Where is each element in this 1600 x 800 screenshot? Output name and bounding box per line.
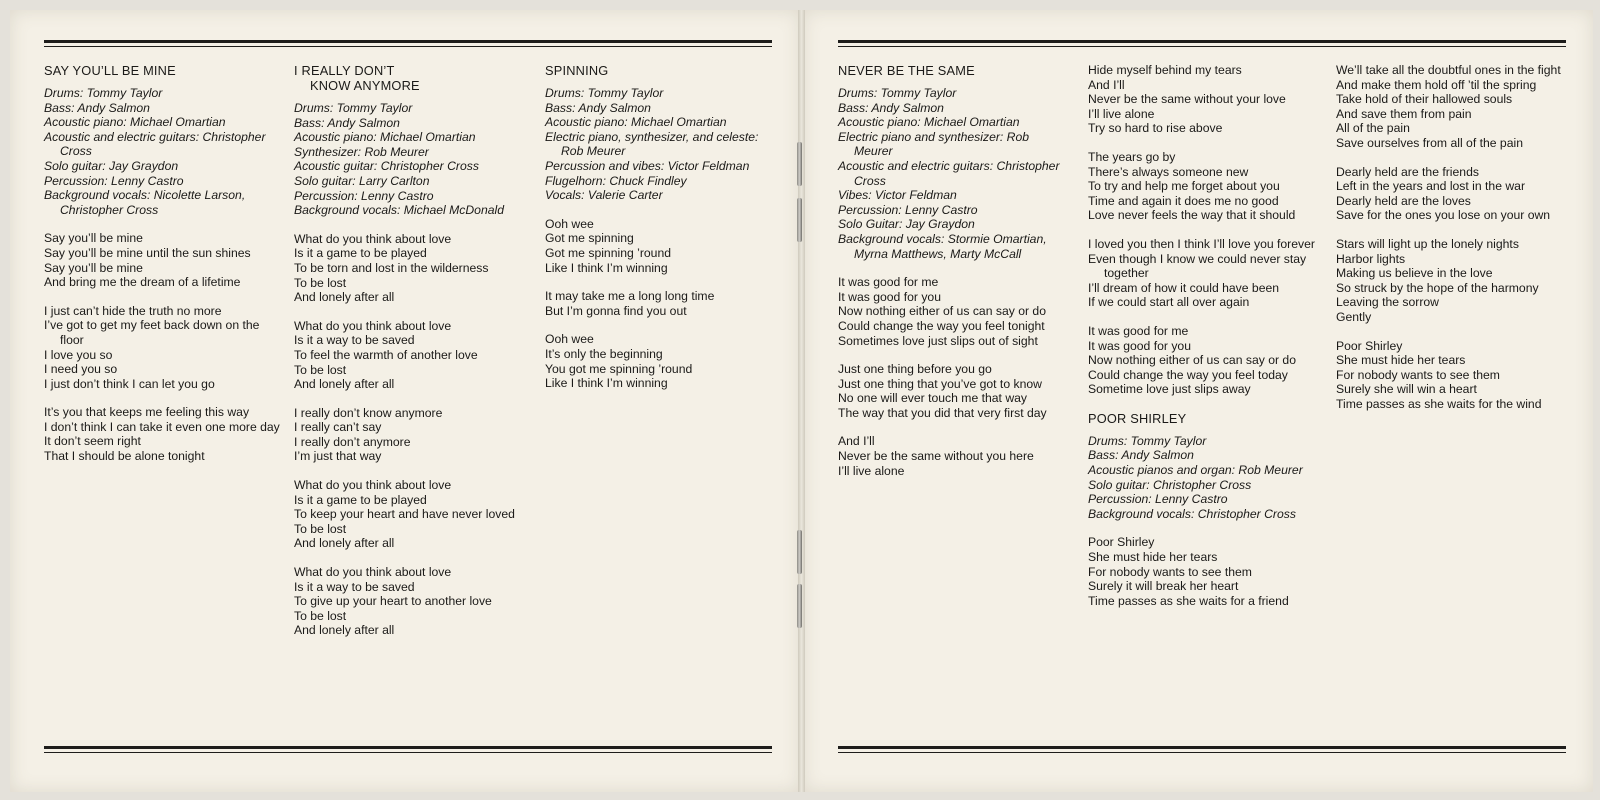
lyric-line: I just don’t think I can let you go <box>44 376 215 391</box>
lyric-line: It was good for me <box>1088 323 1189 338</box>
lyric-line: Surely she will win a heart <box>1336 382 1477 397</box>
credit-line: Bass: Andy Salmon <box>294 115 400 130</box>
lyric-line: Hide myself behind my tears <box>1088 63 1242 77</box>
credit-line: Background vocals: Christopher Cross <box>1088 506 1296 521</box>
lyric-line: Take hold of their hallowed souls <box>1336 92 1513 107</box>
lyric-line: Is it a game to be played <box>294 246 427 261</box>
lyric-line: I loved you then I think I’ll love you forever <box>1088 236 1315 251</box>
song-title: I REALLY DON’T KNOW ANYMORE <box>294 63 420 93</box>
lyric-line: She must hide her tears <box>1088 550 1218 565</box>
stanza <box>44 231 280 289</box>
lyric-line: I’m just that way <box>294 449 382 464</box>
stanza <box>838 434 1070 478</box>
lyric-line: Surely it will break her heart <box>1088 579 1239 594</box>
lyric-line: To be torn and lost in the wilderness <box>294 260 489 275</box>
lyric-line: Making us believe in the love <box>1336 266 1493 281</box>
stanza <box>838 275 1070 348</box>
credit-line: Vocals: Valerie Carter <box>545 188 663 203</box>
credit-line: Vibes: Victor Feldman <box>838 188 957 203</box>
lyric-line: It don’t seem right <box>44 434 141 449</box>
lyric-line: Never be the same without your love <box>1088 92 1286 107</box>
lyric-line: The way that you did that very first day <box>838 405 1047 420</box>
lyric-line: What do you think about love <box>294 318 452 333</box>
lyrics <box>545 217 780 391</box>
stanza <box>545 289 780 318</box>
lyric-line: What do you think about love <box>294 478 452 493</box>
stanza <box>294 406 534 464</box>
credit-line: Synthesizer: Rob Meurer <box>294 144 429 159</box>
lyric-line: Save ourselves from all of the pain <box>1336 135 1523 150</box>
lyric-line: And save them from pain <box>1336 106 1472 121</box>
lyric-line: Time passes as she waits for the wind <box>1336 396 1542 411</box>
lyric-line: Now nothing either of us can say or do <box>1088 353 1296 368</box>
stanza <box>294 565 534 638</box>
credits <box>838 86 1070 261</box>
lyric-line: Like I think I’m winning <box>545 376 668 391</box>
lyric-line: To feel the warmth of another love <box>294 347 478 362</box>
credit-line: Acoustic and electric guitars: Christopher Cross <box>44 129 266 159</box>
lyric-line: It’s you that keeps me feeling this way <box>44 405 250 420</box>
lyric-line: To be lost <box>294 521 347 536</box>
credit-line: Drums: Tommy Taylor <box>44 86 163 100</box>
lyric-line: Sometimes love just slips out of sight <box>838 333 1038 348</box>
song-say-youll-be-mine <box>44 63 280 478</box>
credit-line: Drums: Tommy Taylor <box>838 86 957 100</box>
lyric-line: Ooh wee <box>545 332 594 347</box>
credit-line: Bass: Andy Salmon <box>838 100 944 115</box>
lyric-line: Like I think I’m winning <box>545 260 668 275</box>
lyrics-continued <box>1336 63 1564 411</box>
stanza <box>44 405 280 463</box>
lyric-line: Poor Shirley <box>1336 338 1403 353</box>
lyric-line: Dearly held are the friends <box>1336 164 1479 179</box>
lyric-line: I really don’t anymore <box>294 434 411 449</box>
lyric-line: To try and help me forget about you <box>1088 179 1280 194</box>
credit-line: Percussion: Lenny Castro <box>838 202 978 217</box>
lyric-line: I love you so <box>44 347 113 362</box>
stanza <box>1088 150 1320 223</box>
stanza <box>1088 237 1320 310</box>
lyric-line: No one will ever touch me that way <box>838 391 1027 406</box>
lyric-line: Got me spinning ’round <box>545 245 672 260</box>
stanza <box>1336 237 1564 325</box>
stanza <box>545 217 780 275</box>
lyric-line: To be lost <box>294 608 347 623</box>
lyric-line: Could change the way you feel today <box>1088 367 1288 382</box>
lyric-line: Now nothing either of us can say or do <box>838 304 1046 319</box>
lyric-line: Save for the ones you lose on your own <box>1336 208 1551 223</box>
lyric-line: For nobody wants to see them <box>1336 367 1500 382</box>
lyrics-column-2 <box>1088 63 1320 622</box>
lyric-line: Love never feels the way that it should <box>1088 208 1296 223</box>
credit-line: Percussion: Lenny Castro <box>294 188 434 203</box>
lyric-line: Is it a way to be saved <box>294 579 415 594</box>
stanza <box>838 362 1070 420</box>
lyric-line: Is it a game to be played <box>294 492 427 507</box>
credit-line: Solo guitar: Larry Carlton <box>294 173 430 188</box>
lyric-line: Ooh wee <box>545 216 594 231</box>
song-i-really-dont-know-anymore <box>294 63 534 652</box>
lyric-line: Say you’ll be mine <box>44 231 143 246</box>
lyric-line: Even though I know we could never stay together <box>1088 251 1307 281</box>
lyric-line: And lonely after all <box>294 377 395 392</box>
lyric-line: To give up your heart to another love <box>294 594 492 609</box>
credit-line: Acoustic guitar: Christopher Cross <box>294 159 479 174</box>
song-title: NEVER BE THE SAME <box>838 63 975 78</box>
lyric-line: To be lost <box>294 362 347 377</box>
stanza <box>294 478 534 551</box>
lyric-line: I’ll dream of how it could have been <box>1088 280 1280 295</box>
lyric-line: Try so hard to rise above <box>1088 121 1223 136</box>
song-never-be-the-same <box>838 63 1070 492</box>
lyric-line: What do you think about love <box>294 565 452 580</box>
lyric-line: And lonely after all <box>294 290 395 305</box>
lyric-line: And bring me the dream of a lifetime <box>44 275 241 290</box>
lyric-line: Time passes as she waits for a friend <box>1088 593 1289 608</box>
lyric-line: Stars will light up the lonely nights <box>1336 236 1519 251</box>
lyric-line: But I’m gonna find you out <box>545 303 687 318</box>
credits <box>545 86 780 203</box>
stanza <box>1088 535 1320 608</box>
credit-line: Drums: Tommy Taylor <box>545 86 664 100</box>
lyric-line: And lonely after all <box>294 536 395 551</box>
song-title: POOR SHIRLEY <box>1088 410 1187 426</box>
credit-line: Acoustic piano: Michael Omartian <box>294 130 476 145</box>
credit-line: Background vocals: Stormie Omartian, Myrna Matthews, Marty McCall <box>838 231 1047 261</box>
lyric-line: Say you’ll be mine until the sun shines <box>44 245 251 260</box>
lyric-line: Got me spinning <box>545 231 634 246</box>
lyric-line: Dearly held are the loves <box>1336 193 1471 208</box>
staple-upper <box>797 198 802 242</box>
lyric-line: Harbor lights <box>1336 251 1406 266</box>
lyric-line: It was good for me <box>838 275 939 290</box>
lyric-line: It’s only the beginning <box>545 346 663 361</box>
song-title: SAY YOU’LL BE MINE <box>44 63 176 78</box>
lyric-line: Is it a way to be saved <box>294 333 415 348</box>
stanza <box>294 319 534 392</box>
credits <box>44 86 280 217</box>
lyric-line: And I’ll <box>1088 77 1125 92</box>
credits <box>1088 434 1320 522</box>
credit-line: Drums: Tommy Taylor <box>294 101 413 115</box>
credit-line: Acoustic and electric guitars: Christopher Cross <box>838 158 1060 188</box>
lyric-line: Poor Shirley <box>1088 535 1155 550</box>
right-top-rule <box>838 40 1566 47</box>
stanza <box>44 304 280 392</box>
lyric-line: I really don’t know anymore <box>294 405 443 420</box>
credit-line: Acoustic piano: Michael Omartian <box>44 115 226 130</box>
lyric-line: What do you think about love <box>294 231 452 246</box>
credit-line: Drums: Tommy Taylor <box>1088 433 1207 448</box>
lyric-line: And I’ll <box>838 434 875 449</box>
credit-line: Bass: Andy Salmon <box>1088 448 1194 463</box>
lyric-line: I just can’t hide the truth no more <box>44 303 222 318</box>
stanza <box>1336 165 1564 223</box>
lyric-line: It may take me a long long time <box>545 289 715 304</box>
credit-line: Acoustic pianos and organ: Rob Meurer <box>1088 463 1303 478</box>
lyric-line: I’ve got to get my feet back down on the floor <box>44 318 260 347</box>
lyric-line: To keep your heart and have never loved <box>294 507 515 522</box>
left-top-rule <box>44 40 772 47</box>
credit-line: Solo guitar: Christopher Cross <box>1088 477 1252 492</box>
lyric-line: So struck by the hope of the harmony <box>1336 280 1539 295</box>
staple-lower <box>797 530 802 574</box>
booklet-spine <box>798 10 805 792</box>
lyric-line: The years go by <box>1088 149 1176 164</box>
stanza <box>545 332 780 390</box>
stanza <box>1088 63 1320 136</box>
credits <box>294 101 534 218</box>
credit-line: Flugelhorn: Chuck Findley <box>545 173 687 188</box>
lyric-line: Could change the way you feel tonight <box>838 318 1045 333</box>
lyric-line: All of the pain <box>1336 121 1410 136</box>
credit-line: Percussion: Lenny Castro <box>1088 492 1228 507</box>
lyric-line: And lonely after all <box>294 623 395 638</box>
credit-line: Acoustic piano: Michael Omartian <box>545 115 727 130</box>
credit-line: Electric piano and synthesizer: Rob Meurer <box>838 129 1030 159</box>
lyric-line: It was good for you <box>838 289 941 304</box>
lyric-line: Time and again it does me no good <box>1088 193 1279 208</box>
credit-line: Solo Guitar: Jay Graydon <box>838 217 975 232</box>
stanza <box>1088 324 1320 397</box>
lyrics <box>1088 535 1320 608</box>
lyrics-column-3 <box>1336 63 1564 425</box>
staple-bottom <box>797 584 802 628</box>
lyric-line: Left in the years and lost in the war <box>1336 179 1526 194</box>
lyric-line: Just one thing before you go <box>838 362 992 377</box>
stanza <box>294 232 534 305</box>
right-bottom-rule <box>838 746 1566 753</box>
credit-line: Percussion: Lenny Castro <box>44 173 184 188</box>
lyric-line: Gently <box>1336 309 1372 324</box>
lyric-line: I need you so <box>44 362 118 377</box>
lyric-line: And make them hold off ’til the spring <box>1336 77 1537 92</box>
stanza <box>1336 339 1564 412</box>
lyric-line: We’ll take all the doubtful ones in the fight <box>1336 63 1561 77</box>
lyric-line: Say you’ll be mine <box>44 260 143 275</box>
lyric-line: Sometime love just slips away <box>1088 382 1251 397</box>
lyrics <box>44 231 280 463</box>
credit-line: Background vocals: Nicolette Larson, Christopher Cross <box>44 188 246 217</box>
song-spinning <box>545 63 780 405</box>
credit-line: Electric piano, synthesizer, and celeste: Rob Meurer <box>545 129 759 159</box>
lyric-line: To be lost <box>294 275 347 290</box>
lyric-line: That I should be alone tonight <box>44 449 205 464</box>
lyric-line: I’ll live alone <box>838 463 905 478</box>
lyric-line: Leaving the sorrow <box>1336 295 1439 310</box>
staple-top <box>797 142 802 186</box>
credit-line: Acoustic piano: Michael Omartian <box>838 115 1020 130</box>
lyric-line: It was good for you <box>1088 338 1191 353</box>
song-title: SPINNING <box>545 63 609 78</box>
lyric-line: She must hide her tears <box>1336 353 1466 368</box>
credit-line: Bass: Andy Salmon <box>545 100 651 115</box>
credit-line: Percussion and vibes: Victor Feldman <box>545 158 750 173</box>
lyric-line: You got me spinning ’round <box>545 361 693 376</box>
lyric-line: There’s always someone new <box>1088 164 1249 179</box>
lyric-line: If we could start all over again <box>1088 295 1250 310</box>
stanza <box>1336 63 1564 151</box>
lyric-line: Never be the same without you here <box>838 449 1034 464</box>
lyric-line: I’ll live alone <box>1088 106 1155 121</box>
credit-line: Bass: Andy Salmon <box>44 100 150 115</box>
lyric-line: Just one thing that you’ve got to know <box>838 376 1042 391</box>
lyrics <box>838 275 1070 478</box>
credit-line: Solo guitar: Jay Graydon <box>44 158 179 173</box>
credit-line: Background vocals: Michael McDonald <box>294 203 504 218</box>
lyric-line: I really can’t say <box>294 420 382 435</box>
lyric-line: I don’t think I can take it even one more day <box>44 419 280 434</box>
lyrics-continued <box>1088 63 1320 397</box>
lyrics <box>294 232 534 638</box>
left-bottom-rule <box>44 746 772 753</box>
lyric-line: For nobody wants to see them <box>1088 564 1252 579</box>
